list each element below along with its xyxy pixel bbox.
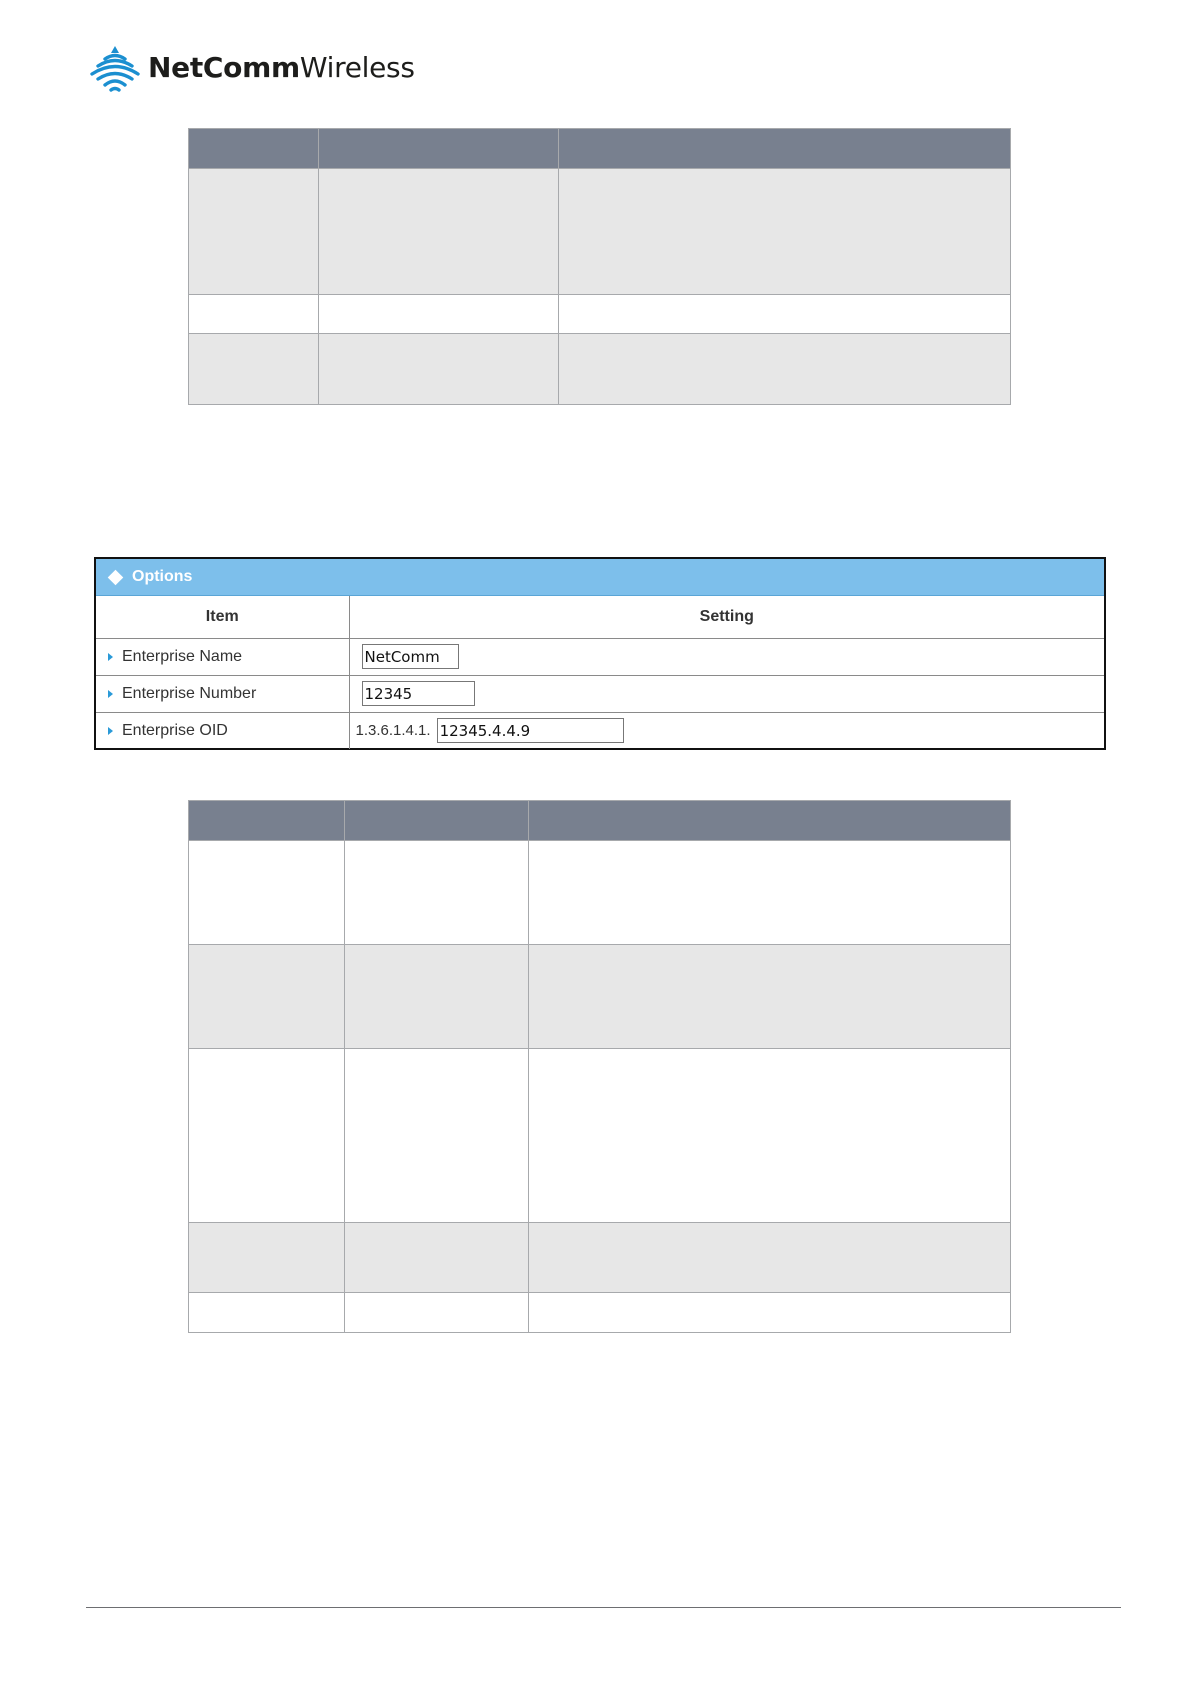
enterprise-number-item xyxy=(96,675,349,712)
table-cell xyxy=(345,841,529,945)
table-cell xyxy=(559,295,1011,334)
options-table xyxy=(96,596,1104,749)
table-cell xyxy=(529,1293,1011,1333)
table-row xyxy=(189,841,1011,945)
table-header-cell xyxy=(345,801,529,841)
table-cell xyxy=(529,841,1011,945)
item-column-header: Item xyxy=(96,596,349,638)
table-cell xyxy=(319,295,559,334)
enterprise-name-setting xyxy=(349,638,1104,675)
enterprise-number-setting xyxy=(349,675,1104,712)
enterprise-oid-label: Enterprise OID xyxy=(122,721,228,739)
table-cell xyxy=(189,945,345,1049)
right-triangle-icon xyxy=(108,727,113,735)
options-header xyxy=(96,559,1104,596)
wifi-signal-icon xyxy=(88,44,142,92)
logo-wordmark xyxy=(148,51,415,84)
parameter-table-2 xyxy=(188,800,1011,1333)
table-header-cell xyxy=(319,129,559,169)
table-header-cell xyxy=(529,801,1011,841)
enterprise-number-input[interactable]: 12345 xyxy=(362,681,475,706)
logo-name-light: Wireless xyxy=(299,51,415,84)
table-header-cell xyxy=(189,129,319,169)
table-row xyxy=(189,334,1011,405)
options-column-header-row xyxy=(96,596,1104,638)
table-cell xyxy=(559,169,1011,295)
diamond-bullet-icon xyxy=(108,569,124,585)
enterprise-name-item xyxy=(96,638,349,675)
table-cell xyxy=(529,1223,1011,1293)
table-cell xyxy=(345,945,529,1049)
enterprise-number-label: Enterprise Number xyxy=(122,684,257,702)
enterprise-number-row xyxy=(96,675,1104,712)
table-row xyxy=(189,1223,1011,1293)
table-cell xyxy=(189,295,319,334)
table-row xyxy=(189,945,1011,1049)
table-cell xyxy=(189,334,319,405)
table-row xyxy=(189,1293,1011,1333)
right-triangle-icon xyxy=(108,653,113,661)
table-cell xyxy=(345,1223,529,1293)
enterprise-name-label: Enterprise Name xyxy=(122,647,243,665)
table-row xyxy=(189,169,1011,295)
options-title: Options xyxy=(132,568,193,585)
table-header-row xyxy=(189,801,1011,841)
table-cell xyxy=(189,1293,345,1333)
logo-name-bold: NetComm xyxy=(148,51,300,84)
enterprise-oid-setting xyxy=(349,712,1104,749)
table-header-cell xyxy=(559,129,1011,169)
enterprise-oid-row xyxy=(96,712,1104,749)
table-cell xyxy=(319,169,559,295)
table-cell xyxy=(189,169,319,295)
oid-prefix-text: 1.3.6.1.4.1. xyxy=(355,722,431,739)
table-cell xyxy=(559,334,1011,405)
table-cell xyxy=(189,1049,345,1223)
netcomm-logo xyxy=(88,44,415,92)
enterprise-name-input[interactable]: NetComm xyxy=(362,644,459,669)
table-row xyxy=(189,1049,1011,1223)
options-panel xyxy=(94,557,1106,750)
parameter-table-1 xyxy=(188,128,1011,405)
enterprise-oid-input[interactable]: 12345.4.4.9 xyxy=(437,718,624,743)
enterprise-name-row xyxy=(96,638,1104,675)
table-cell xyxy=(319,334,559,405)
table-header-cell xyxy=(189,801,345,841)
table-cell xyxy=(345,1049,529,1223)
enterprise-oid-item xyxy=(96,712,349,749)
table-cell xyxy=(189,841,345,945)
table-header-row xyxy=(189,129,1011,169)
table-cell xyxy=(345,1293,529,1333)
right-triangle-icon xyxy=(108,690,113,698)
table-row xyxy=(189,295,1011,334)
table-cell xyxy=(529,945,1011,1049)
table-cell xyxy=(529,1049,1011,1223)
table-cell xyxy=(189,1223,345,1293)
setting-column-header: Setting xyxy=(699,607,754,625)
footer-divider xyxy=(86,1607,1121,1608)
